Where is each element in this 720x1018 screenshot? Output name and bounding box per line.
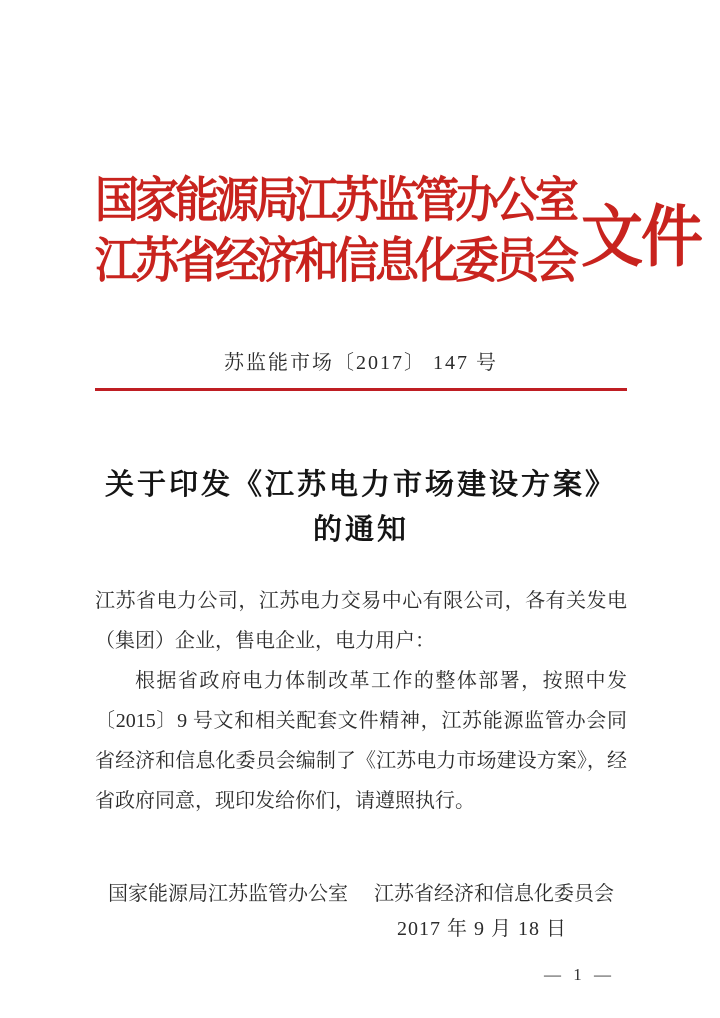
signature-date: 2017 年 9 月 18 日 — [397, 918, 567, 940]
document-title-line1: 关于印发《江苏电力市场建设方案》 — [104, 469, 617, 501]
red-divider-line — [95, 388, 627, 391]
letterhead-orgs — [95, 171, 575, 292]
document-title — [95, 463, 627, 553]
letterhead-org-line1: 国家能源局江苏监管办公室 — [95, 173, 575, 228]
signature-org2: 江苏省经济和信息化委员会 — [374, 883, 614, 905]
document-title-line2: 的通知 — [312, 514, 409, 546]
document-number: 苏监能市场〔2017〕 147 号 — [224, 352, 498, 374]
salutation-paragraph: 江苏省电力公司，江苏电力交易中心有限公司，各有关发电（集团）企业，售电企业，电力用户： — [95, 590, 627, 652]
letterhead — [95, 173, 702, 289]
signature-row — [95, 877, 627, 906]
letterhead-document-word: 文件 — [581, 201, 702, 275]
main-paragraph: 根据省政府电力体制改革工作的整体部署，按照中发〔2015〕9 号文和相关配套文件精神，江苏能源监管办会同省经济和信息化委员会编制了《江苏电力市场建设方案》，经省政府同意，现印发给你们，请遵照执行。 — [95, 670, 627, 812]
page-number: — 1 — — [544, 965, 615, 984]
letterhead-org-line2: 江苏省经济和信息化委员会 — [95, 234, 575, 289]
signature-org1: 国家能源局江苏监管办公室 — [108, 883, 348, 905]
document-body — [95, 581, 627, 821]
